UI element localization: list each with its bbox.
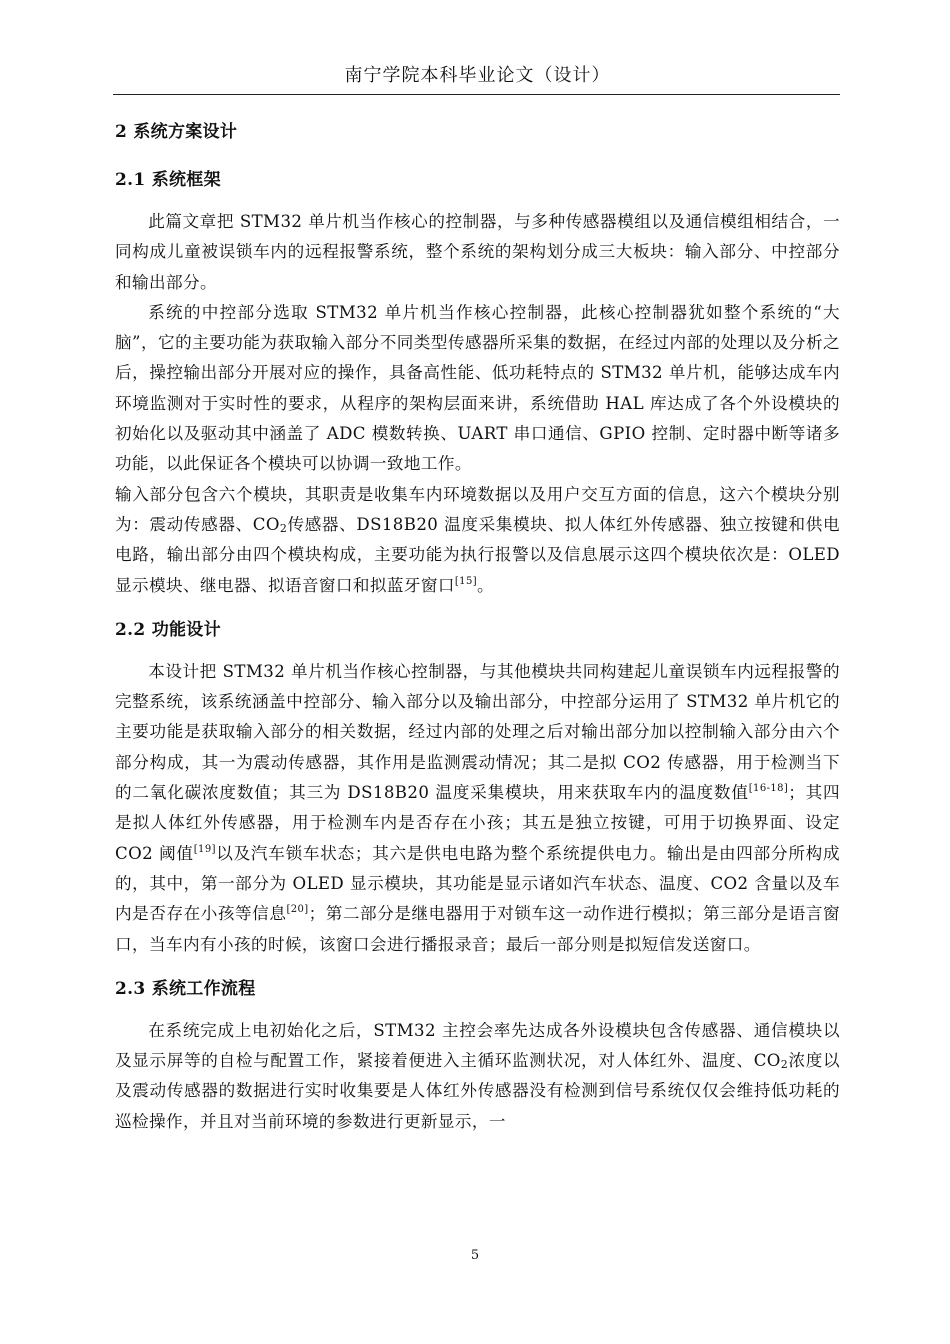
paragraph-text: 系统的中控部分选取 STM32 单片机当作核心控制器，此核心控制器犹如整个系统的“大脑”，它的主要功能为获取输入部分不同类型传感器所采集的数据，在经过内部的处理以及分析之后，操控输出部分开展对应的操作，具备高性能、低功耗特点的 STM32 单片机，能够达成车内环境监测对于实时性的要求，从程序的架构层面来讲，系统借助 HAL 库达成了各个外设模块的初始化以及驱动其中涵盖了 ADC 模数转换、UART 串口通信、GPIO 控制、定时器中断等诸多功能，以此保证各个模块可以协调一致地工作。 [115, 302, 840, 474]
section-heading-2-3: 2.3 系统工作流程 [115, 978, 256, 999]
paragraph-2-1-io [115, 480, 840, 601]
paragraph-text: 输入部分包含六个模块，其职责是收集车内环境数据以及用户交互方面的信息，这六个模块分别为：震动传感器、CO [115, 484, 840, 534]
citation: [15] [454, 575, 478, 587]
paragraph-2-2 [115, 657, 840, 960]
subscript: 2 [780, 1058, 789, 1072]
paragraph-2-1-intro: 此篇文章把 STM32 单片机当作核心的控制器，与多种传感器模组以及通信模组相结合，一同构成儿童被误锁车内的远程报警系统，整个系统的架构划分成三大板块：输入部分、中控部分和输出部分。 [115, 212, 840, 292]
header-rule [113, 94, 840, 95]
paragraph-2-3 [115, 1016, 840, 1137]
section-heading-2-2: 2.2 功能设计 [115, 619, 221, 640]
page-number: 5 [470, 1248, 480, 1263]
paragraph-text: 传感器、DS18B20 温度采集模块、拟人体红外传感器、独立按键和供电电路，输出部分由四个模块构成，主要功能为执行报警以及信息展示这四个模块依次是：OLED 显示模块、继电器、拟语音窗口和拟蓝牙窗口 [115, 514, 840, 595]
section-heading-2-1: 2.1 系统框架 [115, 170, 221, 190]
subscript: 2 [279, 521, 288, 535]
paragraph-2-1-controller [115, 298, 840, 480]
paragraph-text: ；其四是拟人体红外传感器，用于检测车内是否存在小孩；其五是独立按键，可用于切换界面、设定 CO2 阈值 [115, 783, 840, 863]
paragraph-text: 。 [477, 575, 495, 595]
citation: [16-18] [748, 783, 789, 795]
citation: [20] [286, 904, 309, 916]
citation: [19] [193, 843, 216, 855]
page-content [115, 117, 840, 1137]
running-header: 南宁学院本科毕业论文（设计） [344, 65, 611, 86]
paragraph-text: 浓度以及震动传感器的数据进行实时收集要是人体红外传感器没有检测到信号系统仅仅会维持低功耗的巡检操作，并且对当前环境的参数进行更新显示，一 [115, 1051, 840, 1131]
paragraph-text: 在系统完成上电初始化之后，STM32 主控会率先达成各外设模块包含传感器、通信模块以及显示屏等的自检与配置工作，紧接着便进入主循环监测状况，对人体红外、温度、CO [115, 1020, 840, 1071]
paragraph-text: 以及汽车锁车状态；其六是供电电路为整个系统提供电力。输出是由四部分所构成的，其中，第一部分为 OLED 显示模块，其功能是显示诸如汽车状态、温度、CO2 含量以及车内是否存在小孩等信息 [115, 843, 840, 924]
paragraph-text: ；第二部分是继电器用于对锁车这一动作进行模拟；第三部分是语言窗口，当车内有小孩的时候，该窗口会进行播报录音；最后一部分则是拟短信发送窗口。 [115, 904, 840, 954]
paragraph-text: 本设计把 STM32 单片机当作核心控制器，与其他模块共同构建起儿童误锁车内远程报警的完整系统，该系统涵盖中控部分、输入部分以及输出部分，中控部分运用了 STM32 单片机它的主要功能是获取输入部分的相关数据，经过内部的处理之后对输出部分加以控制输入部分由六个部分构成，其一为震动传感器，其作用是监测震动情况；其二是拟 CO2 传感器，用于检测当下的二氧化碳浓度数值；其三为 DS18B20 温度采集模块，用来获取车内的温度数值 [115, 661, 840, 803]
chapter-heading: 2 系统方案设计 [115, 122, 238, 142]
